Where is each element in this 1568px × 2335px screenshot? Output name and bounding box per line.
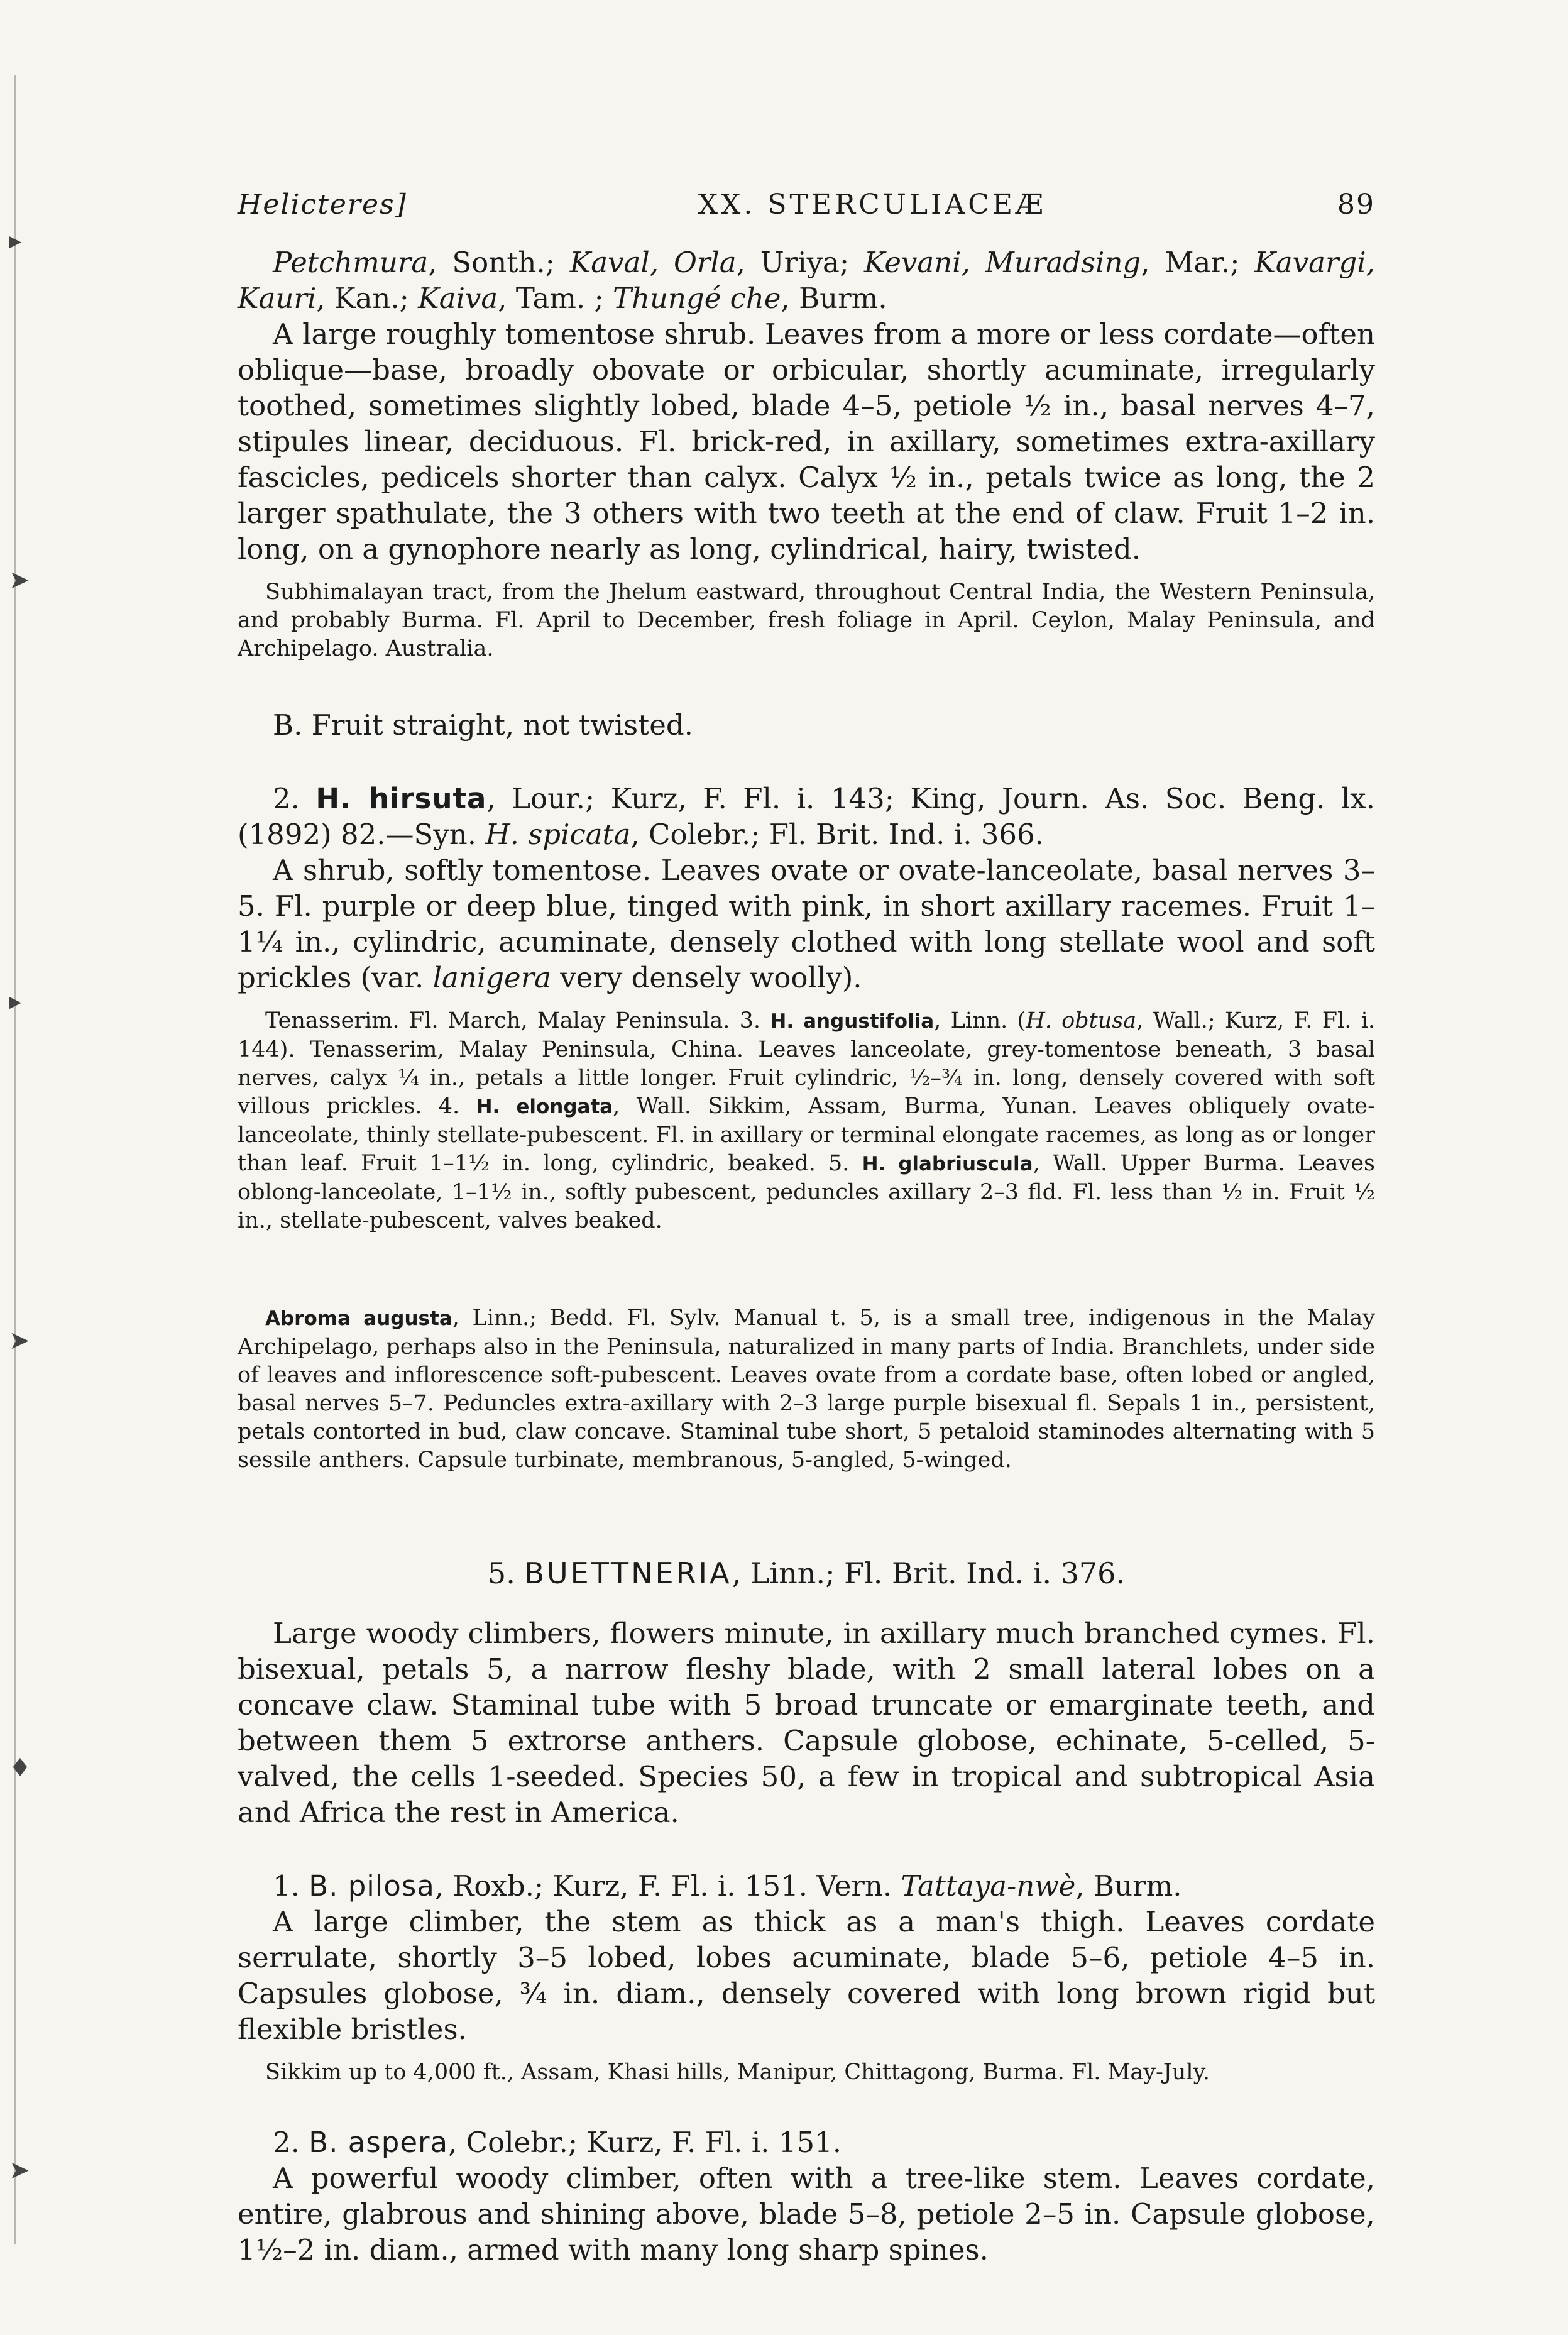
running-head-title: XX. STERCULIACEÆ (698, 189, 1047, 221)
species-heading (238, 781, 1375, 852)
vernacular-names (238, 244, 1375, 316)
species-citation: , Lour.; Kurz, F. Fl. i. 143; King, Journ. As. Soc. Beng. lx. (1892) 82.—Syn. (238, 782, 1375, 851)
margin-mark: ♦ (9, 1754, 31, 1783)
species-name: B. aspera (309, 2126, 449, 2159)
margin-mark: ▸ (9, 987, 22, 1016)
running-head-left: Helicteres] (238, 189, 407, 221)
description-text: very densely woolly). (551, 961, 862, 994)
vern-sep: , Mar.; (1141, 246, 1255, 279)
vern-sep: , Uriya; (736, 246, 864, 279)
page-number: 89 (1337, 189, 1375, 221)
vern-sep: , Sonth.; (428, 246, 570, 279)
genus-number: 5. (487, 1556, 515, 1590)
species-description (238, 852, 1375, 996)
abroma-note (238, 1304, 1375, 1475)
page-edge-shadow (14, 75, 16, 2244)
margin-mark: ▸ (9, 226, 22, 255)
vern: Kaval, Orla (569, 246, 737, 279)
note-text: , Wall.; Kurz, F. Fl. i. 144). Tenasserim, Malay Peninsula, China. Leaves lanceolate, grey-tomentose beneath, 3 basal nerves, calyx ¼ in., petals a little longer. Fruit cylindric, ½–¾ in. long, densely covered with soft villous prickles. 4. (238, 1008, 1375, 1119)
genus-description: Large woody climbers, flowers minute, in axillary much branched cymes. Fl. bisexual, petals 5, a narrow fleshy blade, with 2 small lateral lobes on a concave claw. Staminal tube with 5 broad truncate or emarginate teeth, and between them 5 extrorse anthers. Capsule globose, echinate, 5-celled, 5-valved, the cells 1-seeded. Species 50, a few in tropical and subtropical Asia and Africa the rest in America. (238, 1617, 1375, 1829)
synonym: H. spicata (485, 818, 631, 851)
vern-sep: , Burm. (781, 282, 887, 315)
species-name: H. hirsuta (315, 782, 487, 815)
species-heading (238, 1868, 1375, 1904)
species-description: A powerful woody climber, often with a tree-like stem. Leaves cordate, entire, glabrous and shining above, blade 5–8, petiole 2–5 in. Capsule globose, 1½–2 in. diam., armed with many long sharp spines. (238, 2162, 1375, 2266)
page (238, 189, 1375, 2268)
species-number: 2. (273, 2126, 300, 2159)
vern: Kevani, Muradsing (863, 246, 1141, 279)
species-number: 2. (273, 782, 300, 815)
key-heading: B. Fruit straight, not twisted. (273, 708, 693, 742)
vernacular-name: Tattaya-nwè (901, 1869, 1076, 1903)
margin-mark: ➤ (9, 566, 30, 595)
species-name: H. elongata (476, 1096, 613, 1118)
margin-mark: ➤ (9, 2156, 30, 2185)
note-text: , Wall. Sikkim, Assam, Burma, Yunan. Leaves obliquely ovate-lanceolate, thinly stellate-pubescent. Fl. in axillary or terminal elongate racemes, as long as or longer than leaf. Fruit 1–1½ in. long, cylindric, beaked. 5. (238, 1094, 1375, 1176)
vern-sep: , Tam. ; (498, 282, 613, 315)
vern: Kavargi, Kauri (238, 246, 1375, 315)
running-head (238, 189, 1375, 221)
species-number: 1. (273, 1869, 300, 1903)
species-citation: , Roxb.; Kurz, F. Fl. i. 151. Vern. (434, 1869, 901, 1903)
species-description: A large climber, the stem as thick as a man's thigh. Leaves cordate serrulate, shortly 3–5 lobed, lobes acuminate, blade 5–6, petiole 4–5 in. Capsules globose, ¾ in. diam., densely covered with long brown rigid but flexible bristles. (238, 1905, 1375, 2046)
note-text: , Linn. ( (934, 1008, 1026, 1033)
species-name: B. pilosa (309, 1869, 435, 1903)
genus-heading (238, 1556, 1375, 1590)
species-name: H. angustifolia (770, 1010, 935, 1033)
genus-name: BUETTNERIA (524, 1556, 732, 1590)
description-text: A shrub, softly tomentose. Leaves ovate or ovate-lanceolate, basal nerves 3–5. Fl. purple or deep blue, tinged with pink, in short axillary racemes. Fruit 1–1¼ in., cylindric, acuminate, densely clothed with long stellate wool and soft prickles (var. (238, 854, 1375, 994)
note-text: Tenasserim. Fl. March, Malay Peninsula. 3. (265, 1008, 770, 1033)
species-citation: , Burm. (1075, 1869, 1182, 1903)
genus-citation: , Linn.; Fl. Brit. Ind. i. 376. (732, 1556, 1126, 1590)
note-text: , Linn.; Bedd. Fl. Sylv. Manual t. 5, is a small tree, indigenous in the Malay Archipelago, perhaps also in the Peninsula, naturalized in many parts of India. Branchlets, under side of leaves and inflorescence soft-pubescent. Leaves ovate from a cordate base, often lobed or angled, basal nerves 5–7. Peduncles extra-axillary with 2–3 large purple bisexual fl. Sepals 1 in., persistent, petals contorted in bud, claw concave. Staminal tube short, 5 petaloid staminodes alternating with 5 sessile anthers. Capsule turbinate, membranous, 5-angled, 5-winged. (238, 1305, 1375, 1473)
vern: Thungé che (612, 282, 781, 315)
species-citation: , Colebr.; Kurz, F. Fl. i. 151. (448, 2126, 842, 2159)
synonym: H. obtusa (1026, 1008, 1137, 1033)
vern: Petchmura (273, 246, 429, 279)
distribution-note: Subhimalayan tract, from the Jhelum eastward, throughout Central India, the Western Peninsula, and probably Burma. Fl. April to December, fresh foliage in April. Ceylon, Malay Peninsula, and Archipelago. Australia. (238, 580, 1375, 661)
margin-mark: ➤ (9, 1326, 30, 1355)
vern: Kaiva (418, 282, 498, 315)
note-text: , Wall. Upper Burma. Leaves oblong-lanceolate, 1–1½ in., softly pubescent, peduncles axillary 2–3 fld. Fl. less than ½ in. Fruit ½ in., stellate-pubescent, valves beaked. (238, 1151, 1375, 1233)
related-species-note (238, 1007, 1375, 1235)
species-name: H. glabriuscula (862, 1153, 1033, 1175)
vern-sep: , Kan.; (316, 282, 419, 315)
species-description: A large roughly tomentose shrub. Leaves from a more or less cordate—often oblique—base, broadly obovate or orbicular, shortly acuminate, irregularly toothed, sometimes slightly lobed, blade 4–5, petiole ½ in., basal nerves 4–7, stipules linear, deciduous. Fl. brick-red, in axillary, sometimes extra-axillary fascicles, pedicels shorter than calyx. Calyx ½ in., petals twice as long, the 2 larger spathulate, the 3 others with two teeth at the end of claw. Fruit 1–2 in. long, on a gynophore nearly as long, cylindrical, hairy, twisted. (238, 317, 1375, 566)
distribution-note: Sikkim up to 4,000 ft., Assam, Khasi hills, Manipur, Chittagong, Burma. Fl. May-July. (265, 2060, 1210, 2085)
species-name: Abroma augusta (265, 1307, 452, 1330)
species-heading (238, 2124, 1375, 2160)
species-citation: , Colebr.; Fl. Brit. Ind. i. 366. (630, 818, 1044, 851)
variety-name: lanigera (432, 961, 551, 994)
